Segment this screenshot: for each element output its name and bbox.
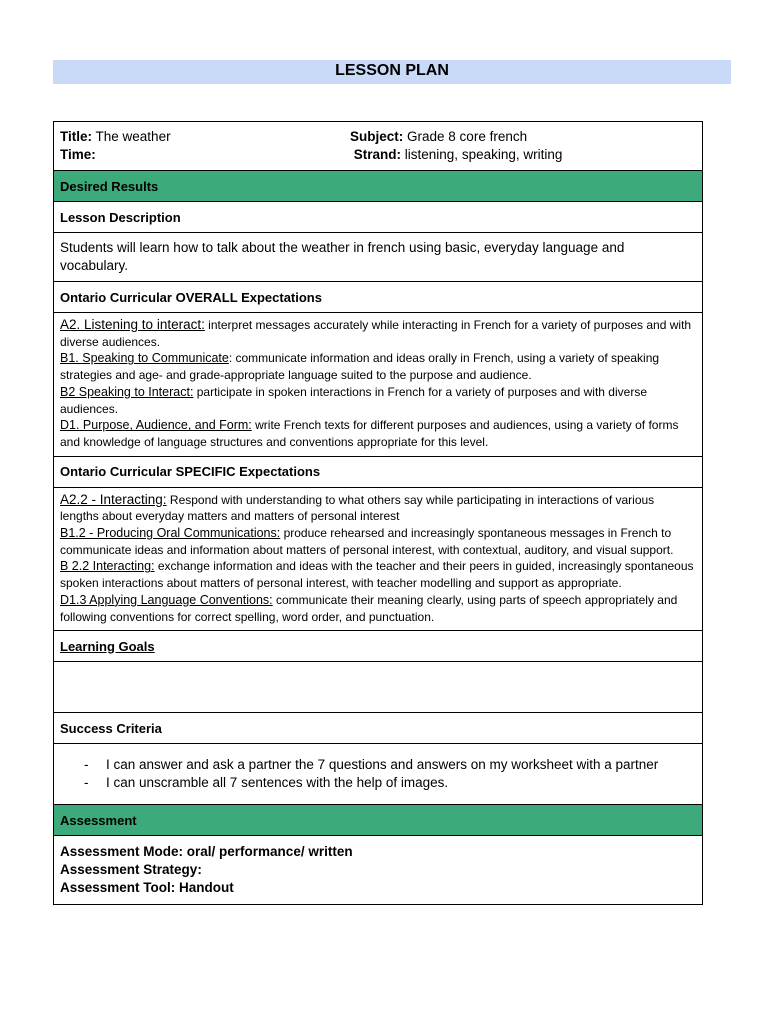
overall-item: B1. Speaking to Communicate: communicate information and ideas orally in French, using a variety of speaking strategies and age- and grade-appropriate language suited to the purpose and audience.	[60, 351, 660, 383]
lesson-description-text: Students will learn how to talk about the weather in french using basic, everyday language and vocabulary.	[54, 233, 703, 282]
assessment-mode: Assessment Mode: oral/ performance/ written	[60, 844, 353, 860]
title-value: The weather	[95, 129, 171, 144]
meta-row	[54, 122, 703, 171]
list-item: - I can answer and ask a partner the 7 questions and answers on my worksheet with a partner	[106, 756, 696, 774]
overall-item: B2 Speaking to Interact: participate in spoken interactions in French for a variety of purposes and with diverse audiences.	[60, 384, 647, 416]
overall-expectations-body	[54, 313, 703, 457]
strand-value: listening, speaking, writing	[404, 147, 563, 162]
learning-goals-header: Learning Goals	[60, 638, 155, 654]
overall-expectations-header: Ontario Curricular OVERALL Expectations	[54, 282, 703, 313]
success-criteria-header: Success Criteria	[54, 713, 703, 744]
title-label: Title:	[60, 129, 93, 144]
specific-item: B1.2 - Producing Oral Communications: produce rehearsed and increasingly spontaneous messages in French to communicate ideas and information about matters of personal interest, with contextual, auditory, and visual support.	[60, 526, 674, 557]
assessment-tool: Assessment Tool: Handout	[60, 880, 234, 896]
learning-goals-body	[54, 662, 703, 713]
time-label: Time:	[60, 147, 96, 162]
success-criteria-body	[54, 744, 703, 805]
assessment-strategy: Assessment Strategy:	[60, 862, 202, 878]
strand-label: Strand:	[353, 147, 402, 162]
list-item: - I can unscramble all 7 sentences with the help of images.	[106, 774, 696, 792]
specific-expectations-body	[54, 487, 703, 631]
lesson-plan-table	[53, 121, 703, 905]
specific-expectations-header: Ontario Curricular SPECIFIC Expectations	[54, 456, 703, 487]
specific-item: D1.3 Applying Language Conventions: communicate their meaning clearly, using parts of speech appropriately and following conventions for correct spelling, word order, and punctuation.	[60, 592, 678, 624]
page-title: LESSON PLAN	[53, 60, 731, 84]
assessment-header: Assessment	[54, 805, 703, 836]
assessment-details	[54, 836, 703, 905]
lesson-description-header: Lesson Description	[54, 202, 703, 233]
specific-item: A2.2 - Interacting: Respond with understanding to what others say while participating in interactions of various lengths about everyday matters and matters of personal interest	[60, 491, 655, 524]
subject-label: Subject:	[350, 129, 404, 144]
overall-item: A2. Listening to interact: interpret messages accurately while interacting in French for a variety of purposes and with diverse audiences.	[60, 317, 692, 349]
overall-item: D1. Purpose, Audience, and Form: write French texts for different purposes and audiences, using a variety of forms and knowledge of language structures and conventions appropriate for this level.	[60, 418, 679, 449]
subject-value: Grade 8 core french	[407, 129, 528, 144]
desired-results-header: Desired Results	[54, 171, 703, 202]
specific-item: B 2.2 Interacting: exchange information and ideas with the teacher and their peers in guided, increasingly spontaneous spoken interactions about matters of personal interest, with teacher modelling and support as appropriate.	[60, 559, 694, 591]
